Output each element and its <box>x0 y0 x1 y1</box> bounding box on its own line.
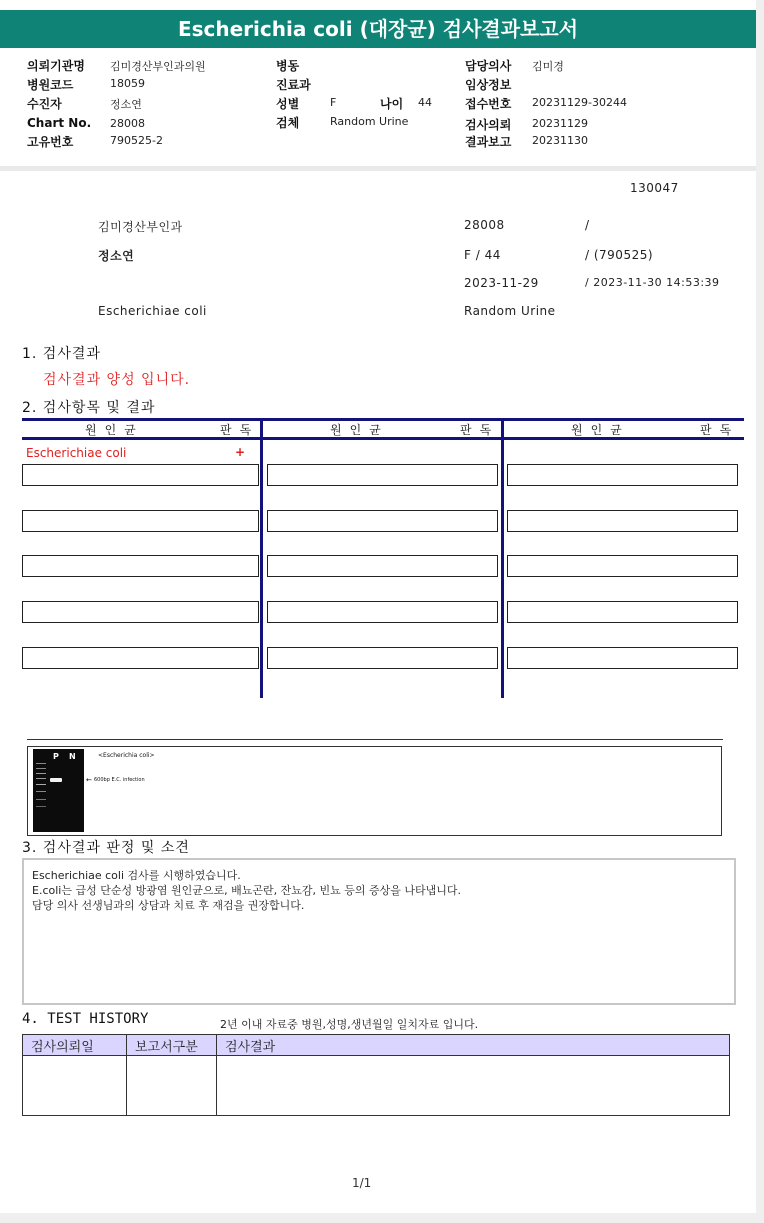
doctor-value: 김미경 <box>532 60 564 73</box>
col2-organism-header: 원인균 <box>330 423 389 437</box>
chart-value: 28008 <box>110 117 145 130</box>
print-birth: / (790525) <box>585 248 654 262</box>
result-cell <box>507 510 738 532</box>
col3-organism-header: 원인균 <box>571 423 630 437</box>
request-label: 검사의뢰 <box>465 118 512 132</box>
finding-line: 담당 의사 선생님과의 상담과 치료 후 재검을 권장합니다. <box>32 899 305 912</box>
chart-label: Chart No. <box>27 116 92 130</box>
history-row <box>23 1056 730 1116</box>
gel-lane-n: N <box>69 752 76 761</box>
unique-no-value: 790525-2 <box>110 134 163 147</box>
history-col-request-date: 검사의뢰일 <box>23 1035 127 1056</box>
result-cell <box>507 647 738 669</box>
institution-label: 의뢰기관명 <box>27 59 85 73</box>
patient-label: 수진자 <box>27 97 62 111</box>
gel-image <box>33 749 84 832</box>
ladder-band <box>36 768 46 769</box>
history-note: 2년 이내 자료중 병원,성명,생년월일 일치자료 입니다. <box>220 1018 479 1031</box>
hospital-code-value: 18059 <box>110 77 145 90</box>
gel-frame <box>27 746 722 836</box>
age-value: 44 <box>418 96 432 109</box>
findings-box <box>22 858 736 1005</box>
hospital-code-label: 병원코드 <box>27 78 74 92</box>
finding-line: Escherichiae coli 검사를 시행하였습니다. <box>32 869 241 882</box>
history-col-result: 검사결과 <box>217 1035 730 1056</box>
result-cell <box>22 647 259 669</box>
print-request-date: 2023-11-29 <box>464 276 539 290</box>
result-cell <box>22 510 259 532</box>
ladder-band <box>36 784 46 785</box>
history-table <box>22 1034 730 1116</box>
result-cell <box>267 601 498 623</box>
result-cell <box>267 464 498 486</box>
result-cell <box>507 555 738 577</box>
result-cell <box>267 647 498 669</box>
request-value: 20231129 <box>532 117 588 130</box>
result-cell <box>267 555 498 577</box>
specimen-label: 검체 <box>276 116 300 130</box>
section2-heading: 2. 검사항목 및 결과 <box>22 400 156 416</box>
gel-top-rule <box>27 739 723 740</box>
result-cell <box>267 510 498 532</box>
result-cell <box>22 464 259 486</box>
page-number: 1/1 <box>352 1176 372 1190</box>
receipt-label: 접수번호 <box>465 97 512 111</box>
bottom-margin <box>0 1213 764 1223</box>
organism-name: Escherichiae coli <box>26 446 127 460</box>
history-cell <box>217 1056 730 1116</box>
department-label: 진료과 <box>276 78 311 92</box>
result-cell <box>507 601 738 623</box>
right-margin <box>756 0 764 1223</box>
result-cell <box>22 601 259 623</box>
ladder-band <box>36 806 46 807</box>
print-patient: 정소연 <box>98 249 135 263</box>
col1-judgement-header: 판독 <box>220 423 260 437</box>
positive-result: 검사결과 양성 입니다. <box>43 372 191 388</box>
organism-judgement: + <box>235 445 246 459</box>
institution-value: 김미경산부인과의원 <box>110 60 206 73</box>
col3-judgement-header: 판독 <box>700 423 740 437</box>
gel-lane-p: P <box>53 752 59 761</box>
doctor-label: 담당의사 <box>465 59 512 73</box>
section3-heading: 3. 검사결과 판정 및 소견 <box>22 840 190 856</box>
report-date-label: 결과보고 <box>465 135 512 149</box>
finding-line: E.coli는 급성 단순성 방광염 원인균으로, 배뇨곤란, 잔뇨감, 빈뇨 등의 증상을 나타냅니다. <box>32 884 461 897</box>
col2-judgement-header: 판독 <box>460 423 500 437</box>
receipt-value: 20231129-30244 <box>532 96 627 109</box>
print-clinic: 김미경산부인과 <box>98 220 183 234</box>
print-slash: / <box>585 218 590 232</box>
gel-band-label: 600bp E.C. infection <box>94 777 145 783</box>
gel-arrow: ← <box>86 776 92 784</box>
ladder-band <box>36 778 46 779</box>
ladder-band <box>36 773 46 774</box>
column-divider-2 <box>501 420 504 698</box>
print-specimen: Random Urine <box>464 304 556 318</box>
sex-label: 성별 <box>276 97 300 111</box>
history-col-report-type: 보고서구분 <box>127 1035 217 1056</box>
section1-heading: 1. 검사결과 <box>22 346 101 362</box>
age-label: 나이 <box>380 97 404 111</box>
report-date-value: 20231130 <box>532 134 588 147</box>
gel-title: <Escherichia coli> <box>98 752 155 759</box>
history-cell <box>23 1056 127 1116</box>
history-cell <box>127 1056 217 1116</box>
ward-label: 병동 <box>276 59 300 73</box>
print-code: 130047 <box>630 181 679 195</box>
specimen-value: Random Urine <box>330 115 409 128</box>
clinical-label: 임상정보 <box>465 78 512 92</box>
report-title: Escherichia coli (대장균) 검사결과보고서 <box>0 10 756 48</box>
patient-value: 정소연 <box>110 98 142 111</box>
print-result-time: / 2023-11-30 14:53:39 <box>585 276 720 289</box>
header-separator <box>0 166 756 171</box>
section4-heading: 4. TEST HISTORY <box>22 1011 149 1027</box>
col1-organism-header: 원인균 <box>85 423 144 437</box>
ladder-band <box>36 791 46 792</box>
print-chart: 28008 <box>464 218 505 232</box>
positive-band <box>50 778 62 782</box>
unique-no-label: 고유번호 <box>27 135 74 149</box>
sex-value: F <box>330 96 337 109</box>
print-test-name: Escherichiae coli <box>98 304 207 318</box>
ladder-band <box>36 799 46 800</box>
column-divider-1 <box>260 420 263 698</box>
print-sex-age: F / 44 <box>464 248 501 262</box>
ladder-band <box>36 763 46 764</box>
result-cell <box>22 555 259 577</box>
result-cell <box>507 464 738 486</box>
